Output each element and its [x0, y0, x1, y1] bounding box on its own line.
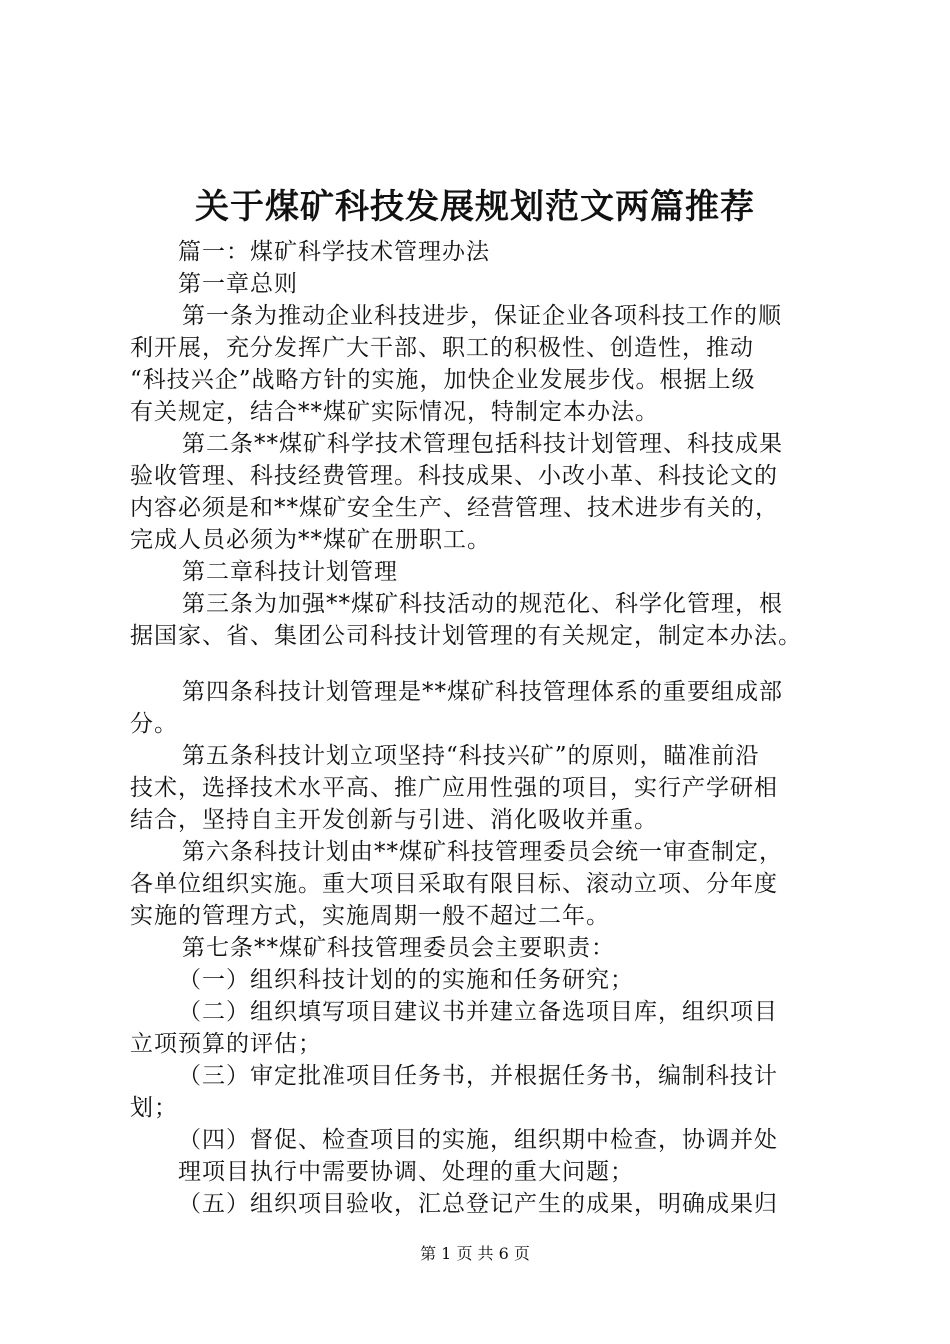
body-line: 完成人员必须为**煤矿在册职工。: [130, 527, 491, 553]
body-line: 第一条为推动企业科技进步，保证企业各项科技工作的顺: [182, 303, 782, 329]
list-item: （一）组织科技计划的的实施和任务研究；: [178, 967, 634, 993]
body-line: 据国家、省、集团公司科技计划管理的有关规定，制定本办法。: [130, 623, 802, 649]
section-heading: 篇一：煤矿科学技术管理办法: [178, 239, 490, 265]
body-line: 立项预算的评估；: [130, 1031, 322, 1057]
body-line: 结合，坚持自主开发创新与引进、消化吸收并重。: [130, 807, 658, 833]
body-line: 第七条**煤矿科技管理委员会主要职责：: [182, 935, 615, 961]
body-line: 第二条**煤矿科学技术管理包括科技计划管理、科技成果: [182, 431, 783, 457]
body-line: “科技兴企”战略方针的实施，加快企业发展步伐。根据上级: [130, 367, 756, 393]
body-line: 分。: [130, 711, 178, 737]
body-line: 第六条科技计划由**煤矿科技管理委员会统一审查制定，: [182, 839, 783, 865]
paragraph-gap: [130, 652, 850, 676]
body-line: 有关规定，结合**煤矿实际情况，特制定本办法。: [130, 399, 659, 425]
body-line: 各单位组织实施。重大项目采取有限目标、滚动立项、分年度: [130, 871, 778, 897]
body-line: 第四条科技计划管理是**煤矿科技管理体系的重要组成部: [182, 679, 783, 705]
body-line: 第三条为加强**煤矿科技活动的规范化、科学化管理，根: [182, 591, 783, 617]
list-item: （二）组织填写项目建议书并建立备选项目库，组织项目: [178, 999, 778, 1025]
body-line: 理项目执行中需要协调、处理的重大问题；: [178, 1159, 634, 1185]
body-line: 技术，选择技术水平高、推广应用性强的项目，实行产学研相: [130, 775, 778, 801]
body-line: 内容必须是和**煤矿安全生产、经营管理、技术进步有关的，: [130, 495, 779, 521]
body-line: 实施的管理方式，实施周期一般不超过二年。: [130, 903, 610, 929]
chapter-heading: 第一章总则: [178, 271, 298, 297]
body-line: 第五条科技计划立项坚持“科技兴矿”的原则，瞄准前沿: [182, 743, 760, 769]
chapter-heading: 第二章科技计划管理: [182, 559, 398, 585]
document-title: 关于煤矿科技发展规划范文两篇推荐: [195, 187, 755, 227]
document-body: [130, 236, 850, 1220]
list-item: （四）督促、检查项目的实施，组织期中检查，协调并处: [178, 1127, 778, 1153]
page-number-footer: 第 1 页 共 6 页: [420, 1244, 530, 1263]
body-line: 利开展，充分发挥广大干部、职工的积极性、创造性，推动: [130, 335, 754, 361]
body-line: 划；: [130, 1095, 178, 1121]
list-item: （五）组织项目验收，汇总登记产生的成果，明确成果归: [178, 1191, 778, 1217]
body-line: 验收管理、科技经费管理。科技成果、小改小革、科技论文的: [130, 463, 778, 489]
list-item: （三）审定批准项目任务书，并根据任务书，编制科技计: [178, 1063, 778, 1089]
